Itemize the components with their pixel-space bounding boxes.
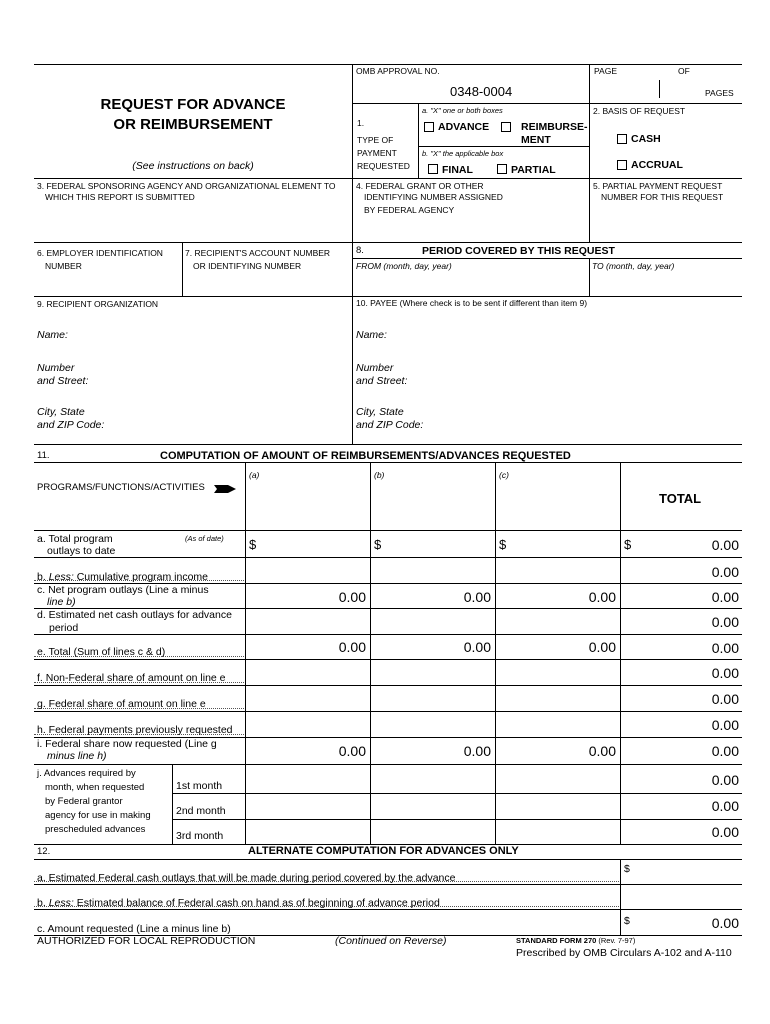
item5-label-line2: NUMBER FOR THIS REQUEST (601, 192, 724, 202)
cash-label: CASH (631, 133, 661, 145)
row-i-value-a[interactable]: 0.00 (338, 743, 366, 759)
row-a-total-value[interactable]: 0.00 (711, 537, 739, 553)
reimbursement-label-2: MENT (521, 134, 551, 146)
row-c-total-value[interactable]: 0.00 (711, 589, 739, 605)
col-c-header: (c) (499, 470, 509, 480)
continued-on-reverse: (Continued on Reverse) (335, 935, 447, 947)
item11-title: COMPUTATION OF AMOUNT OF REIMBURSEMENTS/ADVANCES REQUESTED (160, 450, 571, 462)
row-h-label: h. Federal payments previously requested (37, 724, 233, 736)
row-c-value-a[interactable]: 0.00 (338, 589, 366, 605)
pages-label: PAGES (705, 88, 734, 98)
recipient-street-label: and Street: (37, 375, 89, 387)
item4-label-line2: IDENTIFYING NUMBER ASSIGNED (364, 192, 503, 202)
row-e-value-a[interactable]: 0.00 (338, 639, 366, 655)
row-d-label-1: d. Estimated net cash outlays for advance (37, 609, 232, 621)
recipient-name-label: Name: (37, 329, 68, 341)
item4-label-line1: 4. FEDERAL GRANT OR OTHER (356, 181, 484, 191)
advance-checkbox[interactable] (424, 122, 434, 132)
of-label: OF (678, 66, 690, 76)
item1-instruction-a: a. "X" one or both boxes (422, 106, 503, 115)
row-a-dollar-b: $ (374, 537, 382, 552)
col-b-header: (b) (374, 470, 385, 480)
basis-of-request-label: 2. BASIS OF REQUEST (593, 106, 686, 116)
omb-number: 0348-0004 (450, 84, 513, 99)
payee-number-label: Number (356, 362, 394, 374)
reimbursement-checkbox[interactable] (501, 122, 511, 132)
item12-row-c-dollar: $ (624, 915, 630, 927)
cash-checkbox[interactable] (617, 134, 627, 144)
item12-row-c-label: c. Amount requested (Line a minus line b) (37, 923, 231, 935)
row-d-label-2: period (49, 622, 79, 634)
arrow-right-icon (214, 483, 236, 495)
see-instructions: (See instructions on back) (132, 160, 254, 172)
row-i-total-value[interactable]: 0.00 (711, 743, 739, 759)
row-g-total-value[interactable]: 0.00 (711, 691, 739, 707)
item5-label-line1: 5. PARTIAL PAYMENT REQUEST (593, 181, 723, 191)
partial-label: PARTIAL (511, 164, 556, 176)
item6-label-line2: NUMBER (45, 261, 82, 271)
item8-number: 8. (356, 245, 364, 256)
period-from-label: FROM (month, day, year) (356, 261, 452, 271)
recipient-number-label: Number (37, 362, 75, 374)
item12-row-b-label: b. Less: Estimated balance of Federal cash on hand as of beginning of advance period (37, 897, 440, 909)
month-1-label: 1st month (176, 780, 223, 792)
final-label: FINAL (442, 164, 473, 176)
month-3-total-value[interactable]: 0.00 (711, 824, 739, 840)
partial-checkbox[interactable] (497, 164, 507, 174)
advance-label: ADVANCE (438, 121, 490, 133)
item3-label-line2: WHICH THIS REPORT IS SUBMITTED (45, 192, 195, 202)
payee-street-label: and Street: (356, 375, 408, 387)
row-j-label-3: by Federal grantor (45, 796, 123, 807)
month-2-label: 2nd month (176, 805, 226, 817)
month-3-label: 3rd month (176, 830, 224, 842)
row-e-value-c[interactable]: 0.00 (588, 639, 616, 655)
final-checkbox[interactable] (428, 164, 438, 174)
item10-label: 10. PAYEE (Where check is to be sent if different than item 9) (356, 298, 588, 308)
row-b-total-value[interactable]: 0.00 (711, 564, 739, 580)
month-2-total-value[interactable]: 0.00 (711, 798, 739, 814)
item12-title: ALTERNATE COMPUTATION FOR ADVANCES ONLY (248, 845, 519, 857)
row-f-total-value[interactable]: 0.00 (711, 665, 739, 681)
row-d-total-value[interactable]: 0.00 (711, 614, 739, 630)
row-c-value-b[interactable]: 0.00 (463, 589, 491, 605)
col-a-header: (a) (249, 470, 260, 480)
recipient-city-label: City, State (37, 406, 85, 418)
payee-city-label: City, State (356, 406, 404, 418)
row-i-value-c[interactable]: 0.00 (588, 743, 616, 759)
form-title-line2: OR REIMBURSEMENT (113, 116, 273, 133)
item12-row-a-label: a. Estimated Federal cash outlays that will be made during period covered by the advance (37, 872, 456, 884)
period-to-label: TO (month, day, year) (592, 261, 675, 271)
accrual-label: ACCRUAL (631, 159, 683, 171)
programs-label: PROGRAMS/FUNCTIONS/ACTIVITIES (37, 482, 205, 493)
row-j-label-2: month, when requested (45, 782, 145, 793)
row-a-label-2: outlays to date (47, 545, 116, 557)
item7-label-line1: 7. RECIPIENT'S ACCOUNT NUMBER (185, 248, 331, 258)
item1-payment-label: PAYMENT (357, 148, 397, 158)
item12-row-a-dollar: $ (624, 863, 630, 875)
item7-label-line2: OR IDENTIFYING NUMBER (193, 261, 302, 271)
item1-type-label: TYPE OF (357, 135, 394, 145)
row-i-value-b[interactable]: 0.00 (463, 743, 491, 759)
item1-number: 1. (357, 118, 365, 128)
item11-number: 11. (37, 450, 50, 461)
prescribed-by: Prescribed by OMB Circulars A-102 and A-110 (516, 947, 732, 959)
row-c-value-c[interactable]: 0.00 (588, 589, 616, 605)
row-g-label: g. Federal share of amount on line e (37, 698, 206, 710)
row-b-label: b. Less: Cumulative program income (37, 571, 209, 583)
item8-title: PERIOD COVERED BY THIS REQUEST (422, 245, 615, 257)
as-of-date-label: (As of date) (185, 534, 224, 543)
row-a-dollar-total: $ (624, 537, 632, 552)
item1-instruction-b: b. "X" the applicable box (422, 149, 504, 158)
reimbursement-label-1: REIMBURSE- (521, 121, 588, 133)
row-i-label-1: i. Federal share now requested (Line g (37, 738, 217, 750)
item6-label-line1: 6. EMPLOYER IDENTIFICATION (37, 248, 163, 258)
form-title-line1: REQUEST FOR ADVANCE (100, 96, 286, 113)
row-c-label-2: line b) (47, 596, 76, 608)
recipient-zip-label: and ZIP Code: (37, 419, 105, 431)
payee-name-label: Name: (356, 329, 387, 341)
item3-label-line1: 3. FEDERAL SPONSORING AGENCY AND ORGANIZATIONAL ELEMENT TO (37, 181, 336, 191)
row-i-label-2: minus line h) (47, 750, 107, 762)
standard-form-number: STANDARD FORM 270 (Rev. 7-97) (516, 936, 636, 945)
month-1-total-value[interactable]: 0.00 (711, 772, 739, 788)
row-c-label-1: c. Net program outlays (Line a minus (37, 584, 209, 596)
item12-number: 12. (37, 846, 51, 857)
item12-row-c-value[interactable]: 0.00 (711, 915, 739, 931)
page-label: PAGE (594, 66, 617, 76)
payee-zip-label: and ZIP Code: (356, 419, 424, 431)
item4-label-line3: BY FEDERAL AGENCY (364, 205, 455, 215)
row-a-dollar-a: $ (249, 537, 257, 552)
row-j-label-4: agency for use in making (45, 810, 151, 821)
row-a-label-1: a. Total program (37, 533, 113, 545)
accrual-checkbox[interactable] (617, 160, 627, 170)
row-j-label-5: prescheduled advances (45, 824, 146, 835)
authorized-reproduction: AUTHORIZED FOR LOCAL REPRODUCTION (37, 935, 256, 947)
omb-approval-label: OMB APPROVAL NO. (356, 66, 440, 76)
row-f-label: f. Non-Federal share of amount on line e (37, 672, 226, 684)
row-j-label-1: j. Advances required by (37, 768, 136, 779)
total-header: TOTAL (659, 491, 702, 506)
row-a-dollar-c: $ (499, 537, 507, 552)
item9-label: 9. RECIPIENT ORGANIZATION (37, 299, 159, 309)
row-e-value-b[interactable]: 0.00 (463, 639, 491, 655)
row-h-total-value[interactable]: 0.00 (711, 717, 739, 733)
item1-requested-label: REQUESTED (357, 161, 410, 171)
row-e-label: e. Total (Sum of lines c & d) (37, 646, 166, 658)
row-e-total-value[interactable]: 0.00 (711, 640, 739, 656)
